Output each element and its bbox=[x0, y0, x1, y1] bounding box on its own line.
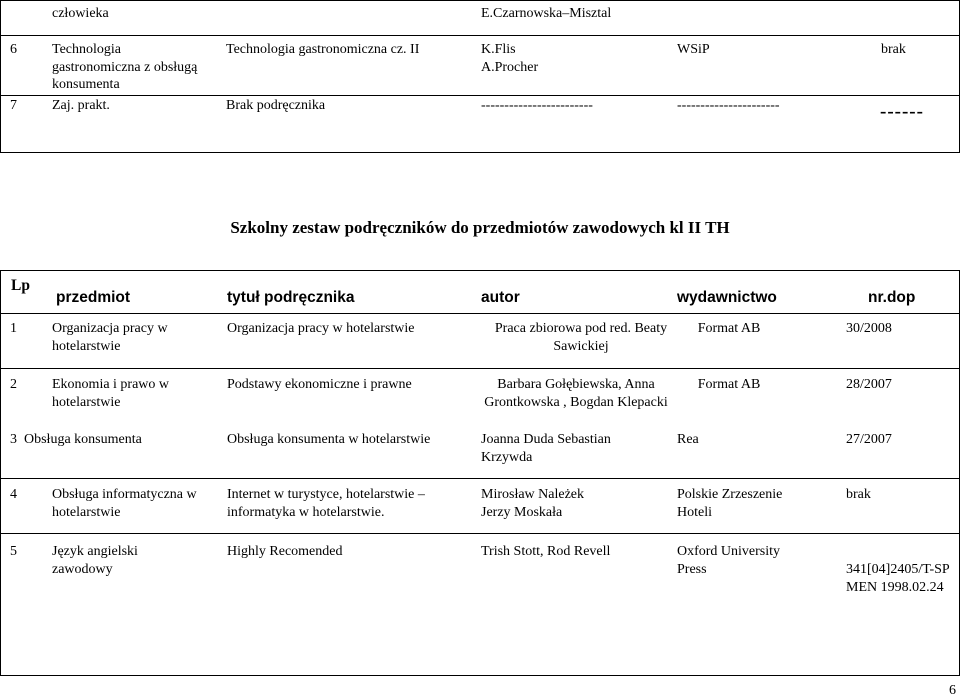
top-table-border bbox=[0, 0, 1, 153]
cell-przedmiot: Obsługa konsumenta bbox=[24, 432, 142, 447]
cell-lp: 2 bbox=[10, 377, 17, 392]
cell-autor: Trish Stott, Rod Revell bbox=[481, 544, 611, 559]
cell-wydawnictwo: ---------------------- bbox=[677, 98, 780, 113]
cell-tytul: Technologia gastronomiczna cz. II bbox=[226, 42, 420, 57]
cell-przedmiot: Zaj. prakt. bbox=[52, 98, 110, 113]
cell-nr: ------ bbox=[880, 101, 924, 122]
header-autor: autor bbox=[481, 289, 520, 306]
cell-przedmiot: Język angielski zawodowy bbox=[52, 544, 138, 577]
cell-lp: 5 bbox=[10, 544, 17, 559]
cell-przedmiot-cont: człowieka bbox=[52, 6, 109, 21]
main-table-row-divider bbox=[0, 478, 960, 479]
header-lp: Lp bbox=[11, 277, 30, 294]
cell-autor: Mirosław Należek Jerzy Moskała bbox=[481, 487, 585, 520]
cell-nr: brak bbox=[881, 42, 906, 57]
cell-przedmiot: Ekonomia i prawo w hotelarstwie bbox=[52, 377, 170, 410]
cell-przedmiot: Organizacja pracy w hotelarstwie bbox=[52, 321, 168, 354]
cell-tytul: Organizacja pracy w hotelarstwie bbox=[227, 321, 415, 336]
cell-autor: ------------------------ bbox=[481, 98, 593, 113]
cell-wydawnictwo: Rea bbox=[677, 432, 699, 447]
header-tytul: tytuł podręcznika bbox=[227, 289, 355, 306]
header-nr: nr.dop bbox=[868, 289, 916, 306]
main-table-header-divider bbox=[0, 313, 960, 314]
cell-nr: 28/2007 bbox=[846, 377, 892, 392]
cell-nr: brak bbox=[846, 487, 871, 502]
section-title: Szkolny zestaw podręczników do przedmiotów zawodowych kl II TH bbox=[230, 218, 730, 237]
top-table-row-divider bbox=[0, 95, 960, 96]
cell-tytul: Internet w turystyce, hotelarstwie – informatyka w hotelarstwie. bbox=[227, 487, 425, 520]
cell-autor: Joanna Duda Sebastian Krzywda bbox=[481, 432, 611, 465]
cell-autor-cont: E.Czarnowska–Misztal bbox=[481, 6, 612, 21]
cell-nr: 30/2008 bbox=[846, 321, 892, 336]
cell-autor: Barbara Gołębiewska, Anna Grontkowska , Bogdan Klepacki bbox=[484, 377, 668, 410]
main-table-border bbox=[0, 675, 960, 676]
top-table-row-divider bbox=[0, 35, 960, 36]
cell-wydawnictwo: Format AB bbox=[697, 377, 761, 392]
cell-tytul: Podstawy ekonomiczne i prawne bbox=[227, 377, 412, 392]
main-table-border bbox=[0, 270, 960, 271]
cell-wydawnictwo: WSiP bbox=[677, 42, 710, 57]
cell-przedmiot: Obsługa informatyczna w hotelarstwie bbox=[52, 487, 197, 520]
cell-lp: 4 bbox=[10, 487, 17, 502]
cell-autor: Praca zbiorowa pod red. Beaty Sawickiej bbox=[494, 321, 668, 354]
header-przedmiot: przedmiot bbox=[56, 289, 131, 306]
cell-lp: 7 bbox=[10, 98, 17, 113]
cell-wydawnictwo: Polskie Zrzeszenie Hoteli bbox=[677, 487, 783, 520]
cell-przedmiot: Technologia gastronomiczna z obsługą konsumenta bbox=[52, 42, 198, 92]
main-table-row-divider bbox=[0, 533, 960, 534]
top-table-border bbox=[0, 0, 960, 1]
main-table-row-divider bbox=[0, 368, 960, 369]
top-table-border bbox=[0, 152, 960, 153]
cell-wydawnictwo: Format AB bbox=[697, 321, 761, 336]
page-number: 6 bbox=[949, 683, 956, 698]
cell-tytul: Highly Recomended bbox=[227, 544, 343, 559]
cell-lp: 3 bbox=[10, 432, 17, 447]
cell-tytul: Brak podręcznika bbox=[226, 98, 326, 113]
cell-autor: K.Flis A.Procher bbox=[481, 42, 539, 75]
header-wydawnictwo: wydawnictwo bbox=[677, 289, 777, 306]
cell-lp: 1 bbox=[10, 321, 17, 336]
cell-wydawnictwo: Oxford University Press bbox=[677, 544, 781, 577]
cell-nr: 341[04]2405/T-SP MEN 1998.02.24 bbox=[846, 562, 950, 595]
cell-tytul: Obsługa konsumenta w hotelarstwie bbox=[227, 432, 431, 447]
main-table-border bbox=[0, 270, 1, 676]
cell-nr: 27/2007 bbox=[846, 432, 892, 447]
cell-lp: 6 bbox=[10, 42, 17, 57]
